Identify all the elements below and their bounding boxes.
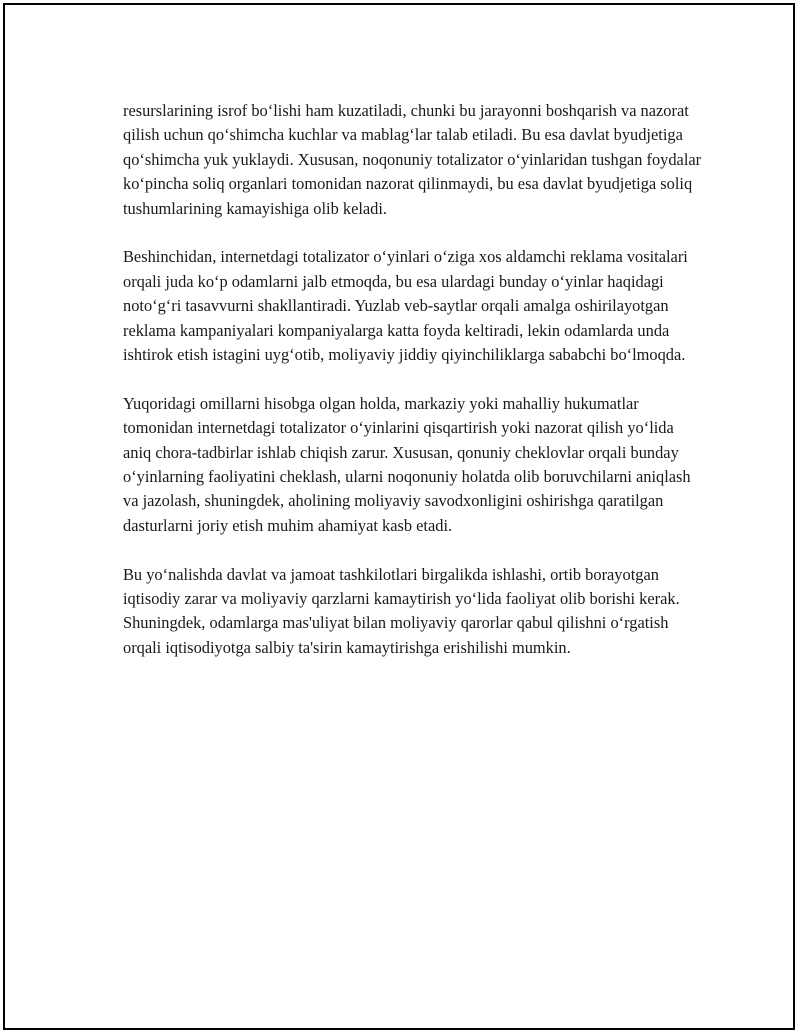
document-body [123, 99, 703, 660]
paragraph: Bu yo‘nalishda davlat va jamoat tashkilotlari birgalikda ishlashi, ortib borayotgan iqtisodiy zarar va moliyaviy qarzlarni kamaytirish yo‘lida faoliyat olib borishi kerak. Shuningdek, odamlarga mas'uliyat bilan moliyaviy qarorlar qabul qilishni o‘rgatish orqali iqtisodiyotga salbiy ta'sirin kamaytirishga erishilishi mumkin. [123, 564, 680, 657]
page-frame [3, 3, 795, 1030]
paragraph: Yuqoridagi omillarni hisobga olgan holda, markaziy yoki mahalliy hukumatlar tomonidan internetdagi totalizator o‘yinlarini qisqartirish yoki nazorat qilish yo‘lida aniq chora-tadbirlar ishlab chiqish zarur. Xususan, qonuniy cheklovlar orqali bunday o‘yinlarning faoliyatini cheklash, ularni noqonuniy holatda olib boruvchilarni aniqlash va jazolash, shuningdek, aholining moliyaviy savodxonligini oshirishga qaratilgan dasturlarni joriy etish muhim ahamiyat kasb etadi. [123, 393, 691, 535]
paragraph: Beshinchidan, internetdagi totalizator o‘yinlari o‘ziga xos aldamchi reklama vositalari orqali juda ko‘p odamlarni jalb etmoqda, bu esa ulardagi bunday o‘yinlar haqidagi noto‘g‘ri tasavvurni shakllantiradi. Yuzlab veb-saytlar orqali amalga oshirilayotgan reklama kampaniyalari kompaniyalarga katta foyda keltiradi, lekin odamlarda unda ishtirok etish istagini uyg‘otib, moliyaviy jiddiy qiyinchiliklarga sababchi bo‘lmoqda. [123, 247, 688, 365]
paragraph: resurslarining isrof bo‘lishi ham kuzatiladi, chunki bu jarayonni boshqarish va nazorat qilish uchun qo‘shimcha kuchlar va mablag‘lar talab etiladi. Bu esa davlat byudjetiga qo‘shimcha yuk yuklaydi. Xususan, noqonuniy totalizator o‘yinlaridan tushgan foydalar ko‘pincha soliq organlari tomonidan nazorat qilinmaydi, bu esa davlat byudjetiga soliq tushumlarining kamayishiga olib keladi. [123, 101, 702, 218]
